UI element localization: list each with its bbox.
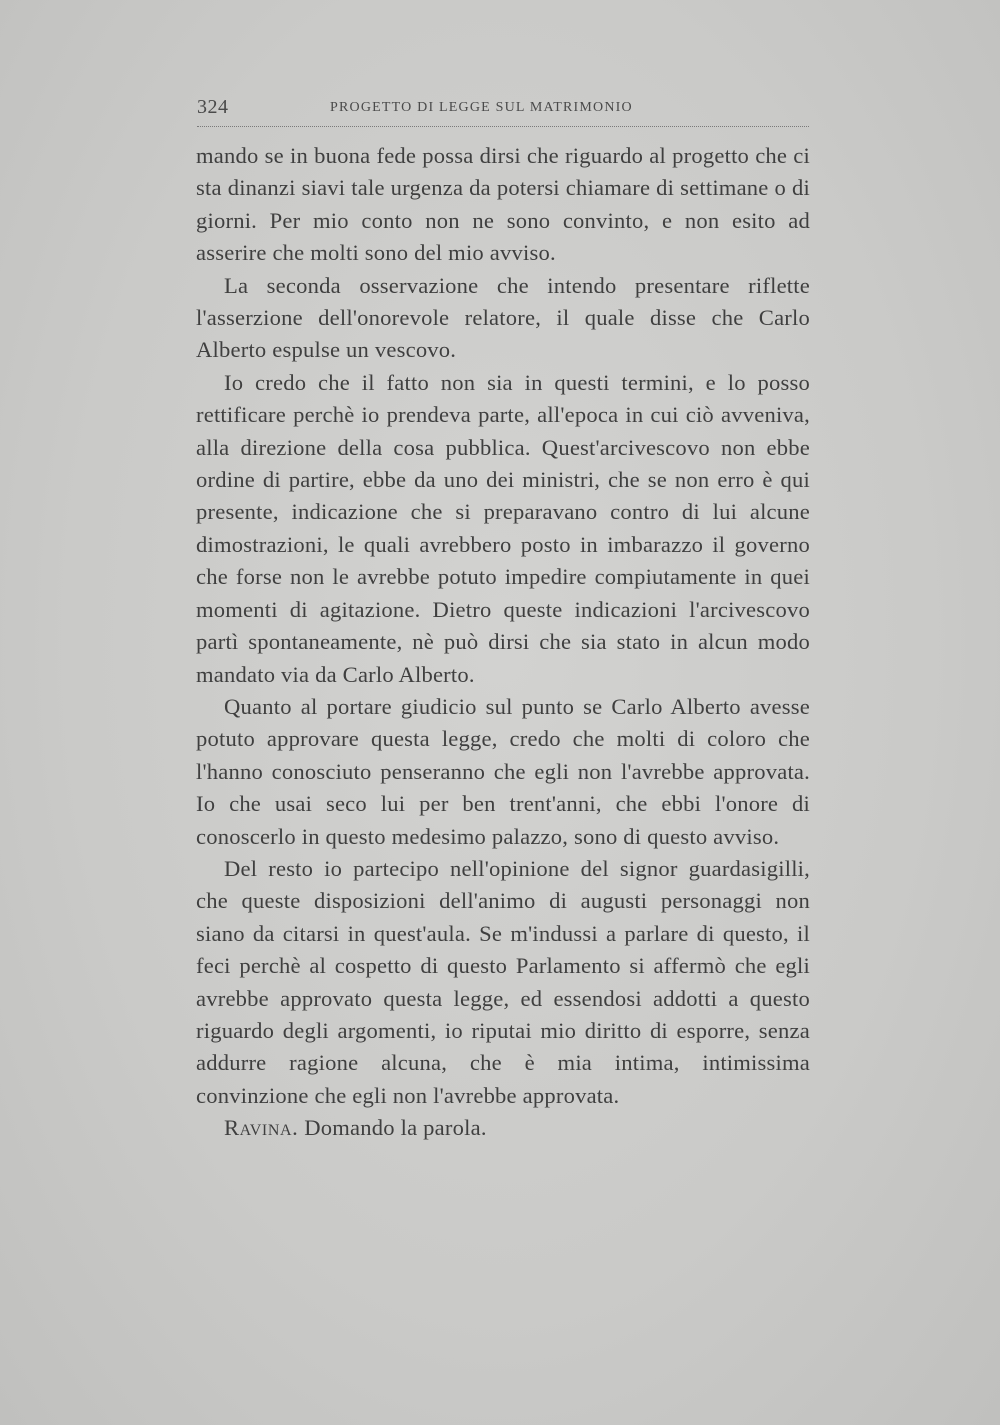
paragraph: Io credo che il fatto non sia in questi termini, e lo posso rettificare perchè io prendeva parte, all'epoca in cui ciò avveniva, alla direzione della cosa pubblica. Quest'arcivescovo non ebbe ordine di partire, ebbe da uno dei ministri, che se non erro è qui presente, indicazione che si preparavano contro di lui alcune dimostrazioni, le quali avrebbero posto in imbarazzo il governo che forse non le avrebbe potuto impedire compiutamente in quei momenti di agitazione. Dietro queste indicazioni l'arcivescovo partì spontaneamente, nè può dirsi che sia stato in alcun modo mandato via da Carlo Alberto. <box>196 369 810 687</box>
speaker-text: Domando la parola. <box>304 1115 487 1141</box>
paragraph: Quanto al portare giudicio sul punto se Carlo Alberto avesse potuto approvare questa legge, credo che molti di coloro che l'hanno conosciuto penseranno che egli non l'avrebbe approvata. Io che usai seco lui per ben trent'anni, che ebbi l'onore di conoscerlo in questo medesimo palazzo, sono di questo avviso. <box>196 693 810 849</box>
body-text <box>196 140 810 1145</box>
running-head: PROGETTO DI LEGGE SUL MATRIMONIO <box>330 100 633 115</box>
page-header <box>197 96 809 122</box>
speaker-name: Ravina. <box>224 1115 299 1141</box>
speaker-line <box>196 1112 810 1144</box>
header-rule <box>197 126 809 127</box>
paragraph: La seconda osservazione che intendo presentare riflette l'asserzione dell'onorevole relatore, il quale disse che Carlo Alberto espulse un vescovo. <box>196 272 810 363</box>
paragraph: mando se in buona fede possa dirsi che riguardo al progetto che ci sta dinanzi siavi tale urgenza da potersi chiamare di settimane o di giorni. Per mio conto non ne sono convinto, e non esito ad asserire che molti sono del mio avviso. <box>196 143 810 266</box>
page-number: 324 <box>197 96 229 118</box>
paragraph: Del resto io partecipo nell'opinione del signor guardasigilli, che queste disposizioni dell'animo di augusti personaggi non siano da citarsi in quest'aula. Se m'indussi a parlare di questo, il feci perchè al cospetto di questo Parlamento si affermò che egli avrebbe approvato questa legge, ed essendosi addotti a questo riguardo degli argomenti, io riputai mio diritto di esporre, senza addurre ragione alcuna, che è mia intima, intimissima convinzione che egli non l'avrebbe approvata. <box>196 855 810 1108</box>
